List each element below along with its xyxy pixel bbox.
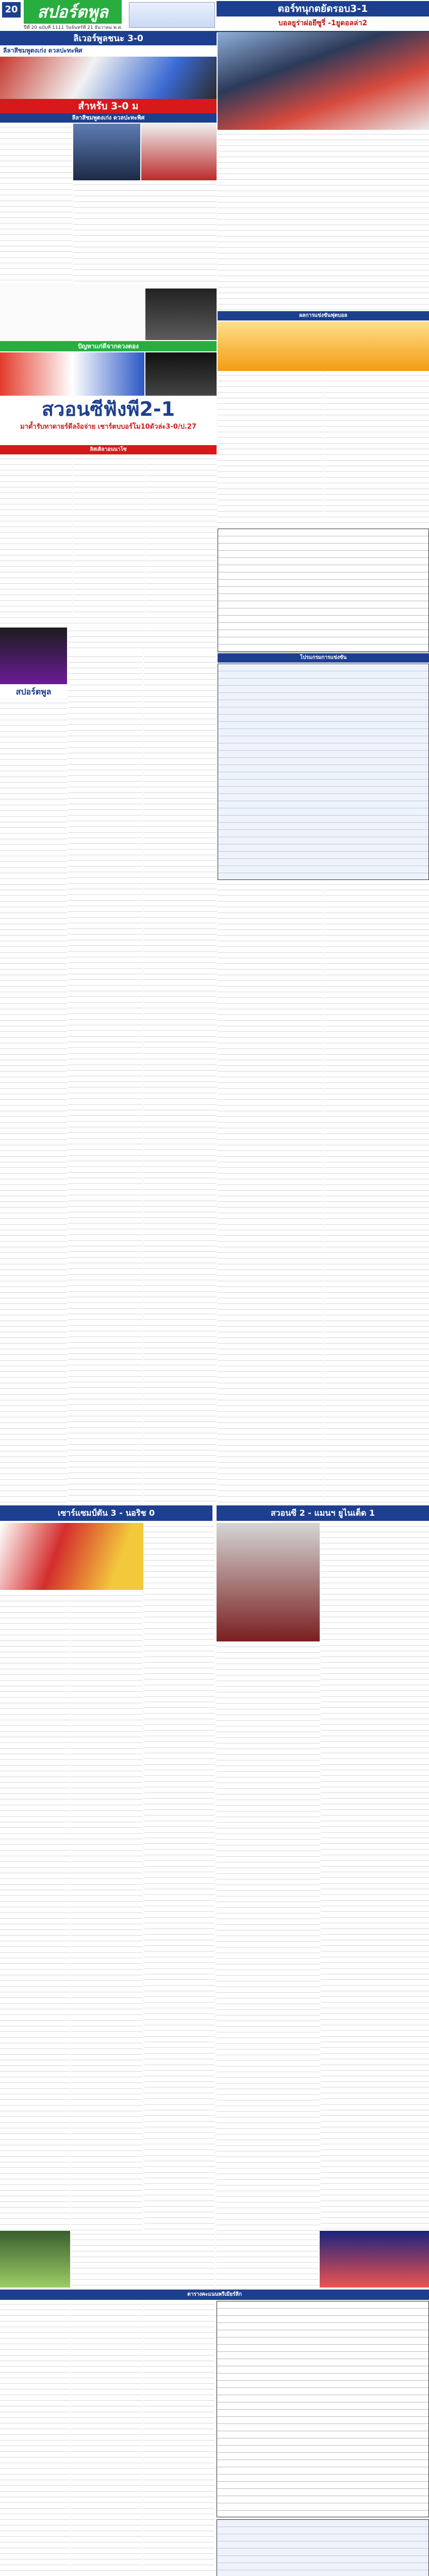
action-photo-top bbox=[0, 57, 217, 99]
column-bottom-3 bbox=[143, 2301, 214, 2576]
newspaper-logo: สปอร์ตพูล bbox=[24, 0, 122, 24]
column-bottom-1 bbox=[0, 2301, 70, 2576]
column-right-long bbox=[218, 881, 323, 1503]
column-center-mid-2 bbox=[146, 455, 217, 625]
masthead-advert bbox=[129, 2, 215, 28]
section-title-fixtures: โปรแกรมการแข่งขัน bbox=[218, 653, 429, 663]
column-lower-4 bbox=[321, 1523, 429, 2231]
result-bar-left-text: เซาร์แซมป์ตัน 3 - นอริช 0 bbox=[57, 1508, 155, 1518]
column-right-mid-2 bbox=[324, 372, 429, 527]
column-left-long bbox=[0, 700, 67, 1503]
promo-advert bbox=[218, 321, 429, 371]
main-headline-text: สวอนซีฟังพี2-1 bbox=[41, 398, 175, 420]
small-photo-c bbox=[145, 289, 217, 340]
top-headline-box bbox=[217, 0, 429, 30]
team-photo-right bbox=[145, 352, 217, 396]
column-center-long-2 bbox=[144, 653, 217, 1503]
column-lower-7 bbox=[217, 2231, 319, 2287]
match-photo-right bbox=[217, 1523, 320, 1641]
top-headline: ตอร์ทนุกตยัดรอบ3-1 bbox=[217, 1, 429, 16]
column-lower-2 bbox=[71, 1592, 142, 2231]
dateline: ปีที่ 20 ฉบับที่ 1111 วันจันทร์ที่ 21 ธันวาคม พ.ศ. bbox=[24, 25, 123, 30]
action-photo-right bbox=[218, 32, 429, 130]
page-number: 20 bbox=[2, 2, 21, 18]
portrait-photo-b bbox=[141, 124, 217, 180]
player-photo-lower-right bbox=[320, 2231, 429, 2287]
lead-strip-text: ลิเวอร์พูลชนะ 3-0 bbox=[73, 33, 143, 44]
portrait-photo-a bbox=[73, 124, 140, 180]
section-title-table-band: ตารางคะแนนพรีเมียร์ลีก bbox=[0, 2290, 429, 2300]
column-left-mid bbox=[0, 455, 72, 625]
fixtures-table bbox=[218, 664, 429, 880]
main-strip-text: ปัญหาเเก่ดีจากดวงตอง bbox=[77, 343, 139, 350]
top-subhead: บอลยูร่าผ่อยีซูรี่ -1ยูดอลล่า2 bbox=[278, 19, 368, 27]
teaser-text: ลีลาสีชมพูตงเก่ง ดวลปะทะพิศ bbox=[72, 114, 145, 121]
column-right-mid bbox=[218, 372, 323, 527]
sponsor-advert bbox=[0, 628, 67, 684]
results-table bbox=[218, 529, 429, 652]
league-table-1 bbox=[217, 2301, 429, 2517]
main-subheadline bbox=[0, 421, 217, 443]
column-bottom-2 bbox=[71, 2301, 142, 2576]
column-lower-3 bbox=[144, 1523, 214, 2231]
main-strip bbox=[0, 341, 217, 351]
section-title-results: ผลการแข่งขันฟุตบอล bbox=[218, 311, 429, 320]
column-right-long-2 bbox=[324, 881, 429, 1503]
column-center-long bbox=[68, 653, 143, 1503]
team-photo-left bbox=[0, 352, 144, 396]
section-title-column-b: สปอร์ตพูล bbox=[0, 685, 67, 699]
main-subheadline-text: มาด้ำรับทาดายร์ดีลง้อจ่าย เชาร์ตบบอร์โม10ดัวล่ะ3-0/ป.27 bbox=[20, 423, 196, 431]
match-photo-left bbox=[0, 1523, 143, 1590]
kicker-text: ลีลาสีชมพูตงเก่ง ดวลปะทะพิศ bbox=[3, 47, 82, 54]
column-lower-5 bbox=[217, 1643, 320, 2231]
section-title-column-a: ลิสเติลาอนนาโซ bbox=[0, 445, 217, 454]
column-center-mid bbox=[73, 455, 145, 625]
lead-strip bbox=[0, 32, 217, 45]
masthead bbox=[0, 0, 429, 32]
column-mid-upper bbox=[73, 181, 217, 284]
teaser-strip bbox=[0, 113, 217, 123]
league-table-2 bbox=[217, 2519, 429, 2576]
column-lower-6 bbox=[71, 2231, 214, 2287]
column-right-upper bbox=[218, 131, 429, 311]
result-bar-right bbox=[217, 1505, 429, 1521]
kicker-strip bbox=[0, 45, 217, 56]
column-left-upper bbox=[0, 124, 72, 283]
main-headline bbox=[0, 397, 217, 421]
score-strip bbox=[0, 99, 217, 113]
result-bar-right-text: สวอนซี 2 - แมนฯ ยูไนเต็ด 1 bbox=[270, 1508, 375, 1518]
score-strip-text: สำหรับ 3-0 ม bbox=[78, 100, 139, 112]
column-lower-1 bbox=[0, 1592, 70, 2231]
player-photo-lower bbox=[0, 2231, 70, 2287]
result-bar-left bbox=[0, 1505, 212, 1521]
